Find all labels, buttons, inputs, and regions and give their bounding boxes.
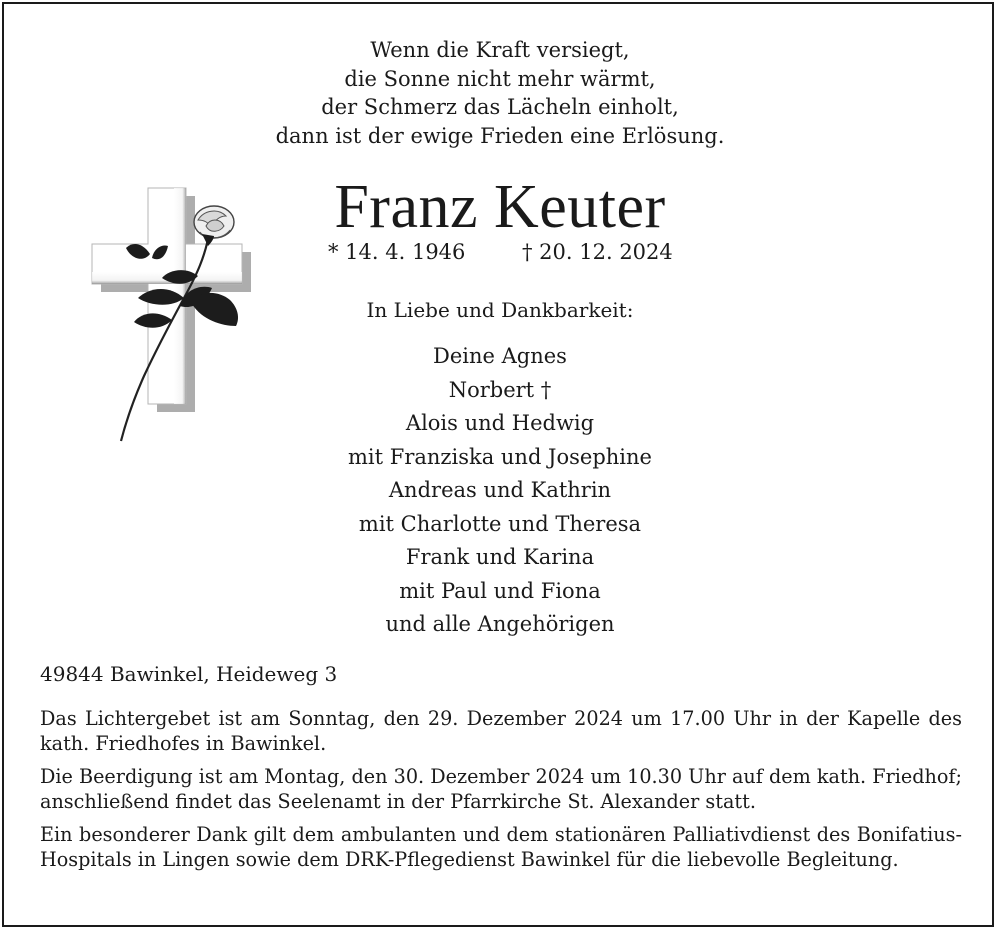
- note-paragraph: Ein besonderer Dank gilt dem ambulanten und dem stationären Palliativdienst des Bonifatius-Hospitals in Lingen sowie dem DRK-Pflegedienst Bawinkel für die liebevolle Begleitung.: [40, 823, 962, 871]
- family-member: Frank und Karina: [405, 545, 595, 569]
- poem-line: Wenn die Kraft versiegt,: [370, 38, 630, 62]
- poem-line: die Sonne nicht mehr wärmt,: [344, 66, 656, 91]
- deceased-name: Franz Keuter: [334, 173, 666, 241]
- address: 49844 Bawinkel, Heideweg 3: [40, 662, 338, 686]
- family-member: mit Charlotte und Theresa: [358, 511, 642, 536]
- note-paragraph: Die Beerdigung ist am Montag, den 30. Dezember 2024 um 10.30 Uhr auf dem kath. Friedhof; anschließend findet das Seelenamt in der Pfarrkirche St. Alexander statt.: [40, 765, 962, 813]
- family-member: Alois und Hedwig: [405, 411, 595, 435]
- birth-date: * 14. 4. 1946: [328, 240, 466, 264]
- family-member: mit Franziska und Josephine: [348, 444, 652, 469]
- family-member: mit Paul und Fiona: [399, 578, 601, 603]
- life-dates: [0, 240, 1000, 270]
- family-member: und alle Angehörigen: [385, 612, 615, 636]
- family-member: Norbert †: [448, 377, 552, 402]
- family-list: [0, 340, 1000, 642]
- death-date: † 20. 12. 2024: [522, 240, 673, 264]
- poem-line: der Schmerz das Lächeln einholt,: [321, 95, 679, 119]
- poem-line: dann ist der ewige Frieden eine Erlösung.: [275, 123, 725, 148]
- poem: [0, 36, 1000, 150]
- family-member: Deine Agnes: [433, 344, 567, 368]
- service-notes: [40, 706, 962, 880]
- note-paragraph: Das Lichtergebet ist am Sonntag, den 29. Dezember 2024 um 17.00 Uhr in der Kapelle des kath. Friedhofes in Bawinkel.: [40, 707, 962, 755]
- family-member: Andreas und Kathrin: [388, 478, 612, 502]
- dedication: In Liebe und Dankbarkeit:: [366, 298, 634, 322]
